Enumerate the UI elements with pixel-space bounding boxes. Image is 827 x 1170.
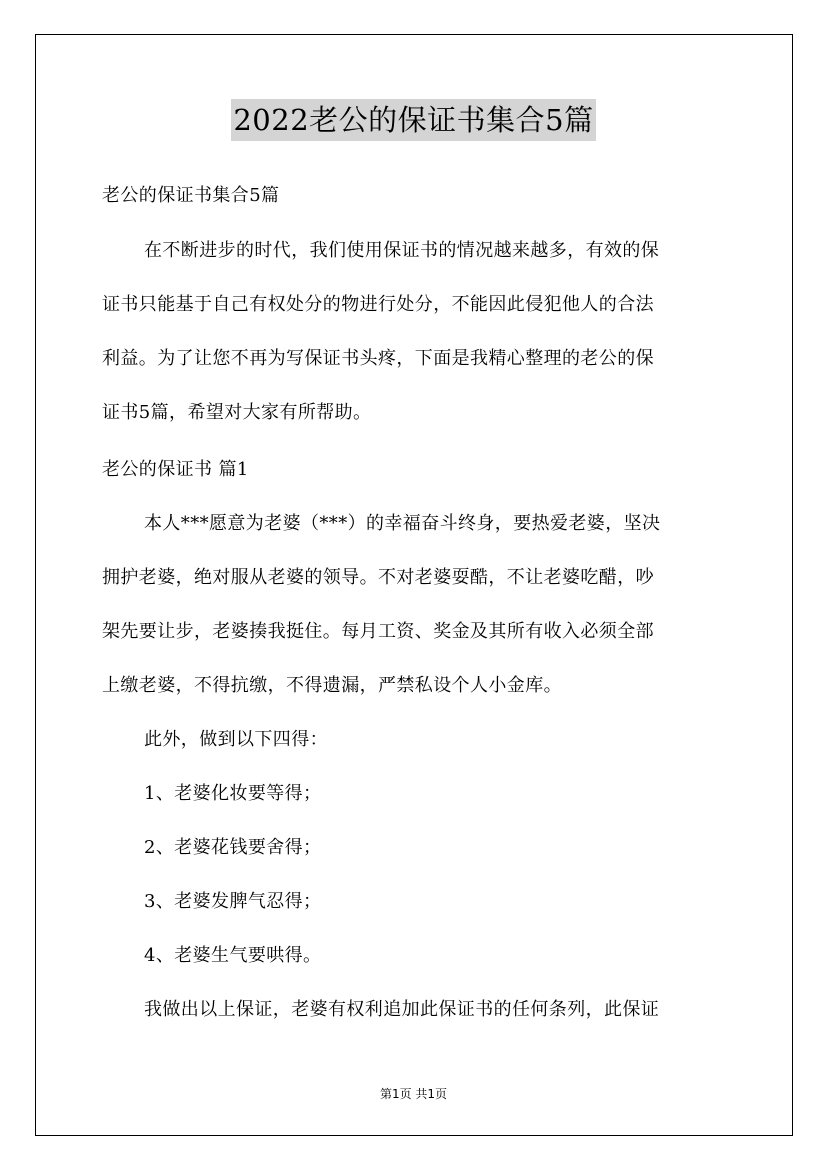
title-container <box>0 99 827 141</box>
list-item: 4、老婆生气要哄得。 <box>144 945 322 966</box>
para2: 此外，做到以下四得： <box>144 729 328 750</box>
para1-line-4: 上缴老婆，不得抗缴，不得遗漏，严禁私设个人小金库。 <box>102 675 562 696</box>
intro-line-1: 在不断进步的时代，我们使用保证书的情况越来越多，有效的保 <box>144 240 660 261</box>
document-title: 2022老公的保证书集合5篇 <box>231 99 595 141</box>
subtitle: 老公的保证书集合5篇 <box>102 185 280 206</box>
list-item: 2、老婆花钱要舍得； <box>144 837 322 858</box>
intro-line-4: 证书5篇，希望对大家有所帮助。 <box>102 402 372 423</box>
para1-line-3: 架先要让步，老婆揍我挺住。每月工资、奖金及其所有收入必须全部 <box>102 621 654 642</box>
section-heading: 老公的保证书 篇1 <box>102 459 249 480</box>
para1-line-2: 拥护老婆，绝对服从老婆的领导。不对老婆耍酷，不让老婆吃醋，吵 <box>102 567 654 588</box>
page-footer: 第1页 共1页 <box>379 1087 448 1101</box>
intro-line-2: 证书只能基于自己有权处分的物进行处分，不能因此侵犯他人的合法 <box>102 294 654 315</box>
list-item: 1、老婆化妆要等得； <box>144 783 322 804</box>
intro-line-3: 利益。为了让您不再为写保证书头疼，下面是我精心整理的老公的保 <box>102 348 654 369</box>
list-item: 3、老婆发脾气忍得； <box>144 891 322 912</box>
last-line: 我做出以上保证，老婆有权利追加此保证书的任何条列，此保证 <box>144 999 660 1020</box>
para1-line-1: 本人***愿意为老婆（***）的幸福奋斗终身，要热爱老婆，坚决 <box>144 513 661 534</box>
